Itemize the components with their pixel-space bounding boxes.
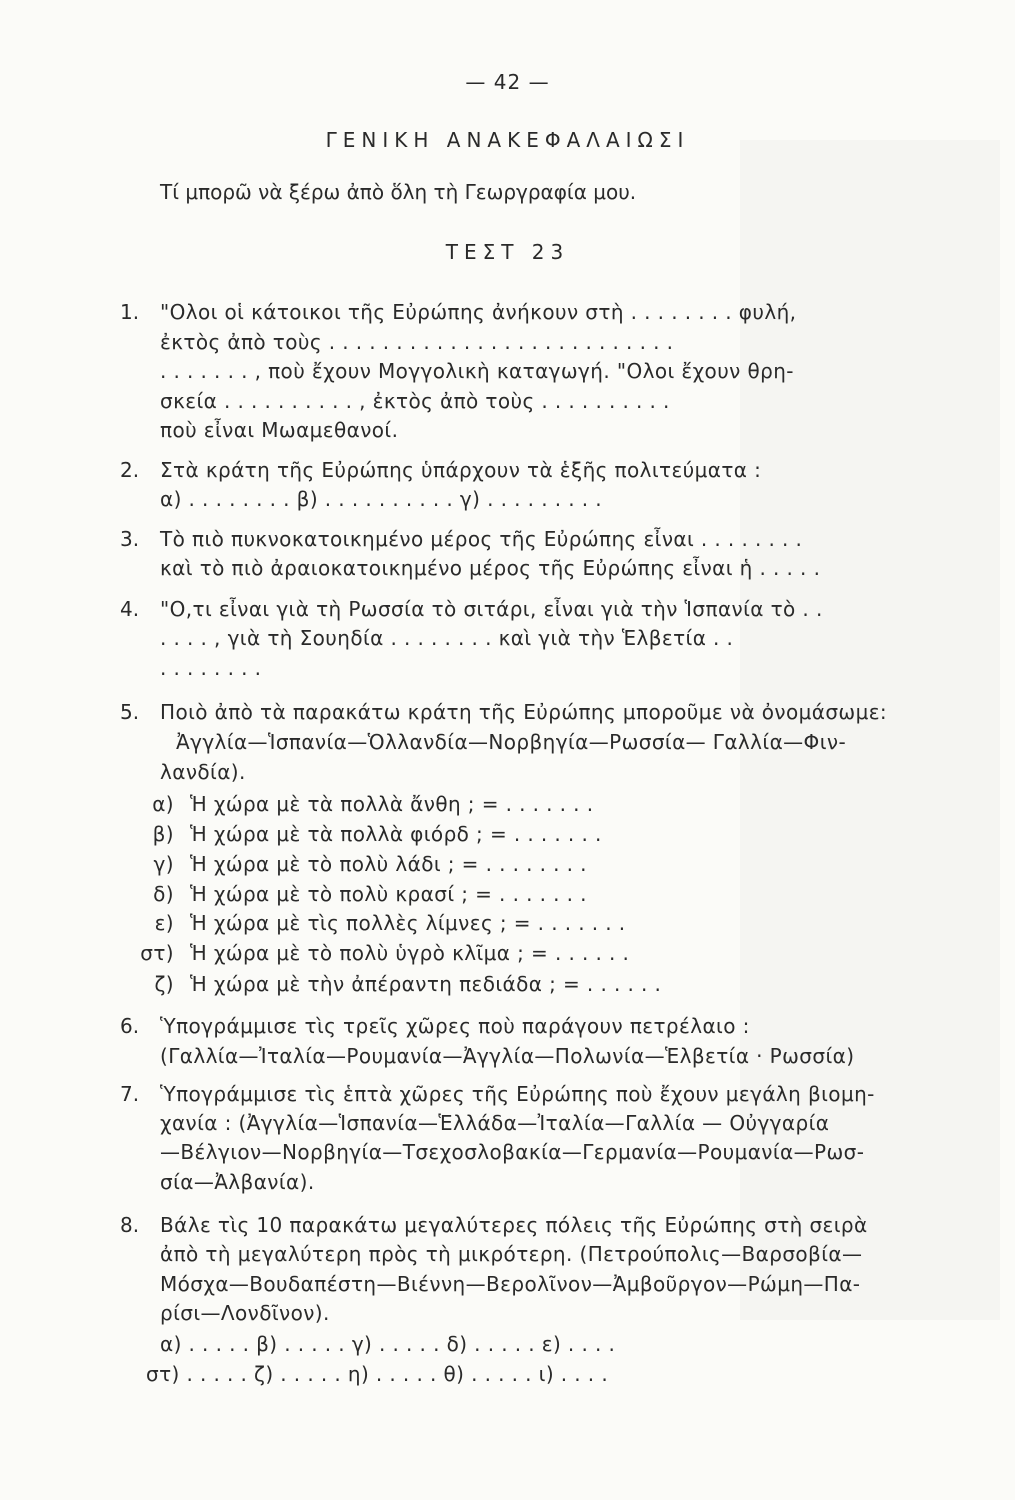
item-label: β) bbox=[152, 822, 174, 846]
question-number: 8. bbox=[120, 1213, 140, 1237]
item-label: α) bbox=[152, 792, 174, 816]
question-line: σκεία . . . . . . . . . . , ἐκτὸς ἀπὸ τοὺς . . . . . . . . . . bbox=[160, 389, 670, 413]
item-text: Ἡ χώρα μὲ τὰ πολλὰ φιόρδ ; = . . . . . . . bbox=[190, 822, 602, 846]
question-line: . . . . . . . . bbox=[160, 656, 262, 680]
subtitle: Τί μπορῶ νὰ ξέρω ἀπὸ ὅλη τὴ Γεωργραφία μου. bbox=[160, 180, 637, 204]
question-line: (Γαλλία—Ἰταλία—Ρουμανία—Ἀγγλία—Πολωνία—Ἑλβετία · Ρωσσία) bbox=[160, 1044, 855, 1068]
section-heading: ΓΕΝΙΚΗ ΑΝΑΚΕΦΑΛΑΙΩΣΙ bbox=[325, 128, 690, 152]
item-label: ζ) bbox=[154, 972, 174, 996]
question-line: ἀπὸ τὴ μεγαλύτερη πρὸς τὴ μικρότερη. (Πετρούπολις—Βαρσοβία— bbox=[160, 1242, 863, 1266]
item-label: γ) bbox=[153, 852, 174, 876]
question-line: "Ο,τι εἶναι γιὰ τὴ Ρωσσία τὸ σιτάρι, εἶναι γιὰ τὴν Ἱσπανία τὸ . . bbox=[160, 597, 823, 621]
answer-row: α) . . . . . β) . . . . . γ) . . . . . δ) . . . . . ε) . . . . bbox=[160, 1332, 616, 1356]
question-line: Ὑπογράμμισε τὶς ἑπτὰ χῶρες τῆς Εὐρώπης ποὺ ἔχουν μεγάλη βιομη- bbox=[160, 1082, 875, 1106]
item-text: Ἡ χώρα μὲ τὴν ἀπέραντη πεδιάδα ; = . . . . . . bbox=[190, 972, 662, 996]
item-label: ε) bbox=[154, 911, 174, 935]
question-line: ποὺ εἶναι Μωαμεθανοί. bbox=[160, 418, 399, 442]
question-line: Στὰ κράτη τῆς Εὐρώπης ὑπάρχουν τὰ ἑξῆς πολιτεύματα : bbox=[160, 458, 762, 482]
item-text: Ἡ χώρα μὲ τὶς πολλὲς λίμνες ; = . . . . . . . bbox=[190, 911, 626, 935]
question-line: Ὑπογράμμισε τὶς τρεῖς χῶρες ποὺ παράγουν πετρέλαιο : bbox=[160, 1014, 750, 1038]
answer-row: στ) . . . . . ζ) . . . . . η) . . . . . θ) . . . . . ι) . . . . bbox=[146, 1362, 609, 1386]
question-line: . . . . . . . , ποὺ ἔχουν Μογγολικὴ καταγωγή. "Ολοι ἔχουν θρη- bbox=[160, 359, 794, 383]
question-number: 4. bbox=[120, 597, 140, 621]
question-number: 6. bbox=[120, 1014, 140, 1038]
question-line: λανδία). bbox=[160, 760, 246, 784]
question-line: Βάλε τὶς 10 παρακάτω μεγαλύτερες πόλεις τῆς Εὐρώπης στὴ σειρὰ bbox=[160, 1213, 868, 1237]
question-line: Ποιὸ ἀπὸ τὰ παρακάτω κράτη τῆς Εὐρώπης μποροῦμε νὰ ὀνομάσωμε: bbox=[160, 700, 888, 724]
item-label: δ) bbox=[153, 882, 174, 906]
question-line: α) . . . . . . . . β) . . . . . . . . . . γ) . . . . . . . . . bbox=[160, 487, 603, 511]
item-text: Ἡ χώρα μὲ τὸ πολὺ λάδι ; = . . . . . . . . bbox=[190, 852, 587, 876]
question-number: 1. bbox=[120, 300, 140, 324]
question-number: 2. bbox=[120, 458, 140, 482]
question-line: σία—Ἀλβανία). bbox=[160, 1170, 315, 1194]
item-label: στ) bbox=[140, 941, 174, 965]
question-line: "Ολοι οἱ κάτοικοι τῆς Εὐρώπης ἀνήκουν στὴ . . . . . . . . φυλή, bbox=[160, 300, 797, 324]
item-text: Ἡ χώρα μὲ τὰ πολλὰ ἄνθη ; = . . . . . . . bbox=[190, 792, 594, 816]
question-line: —Βέλγιον—Νορβηγία—Τσεχοσλοβακία—Γερμανία—Ρουμανία—Ρωσ- bbox=[160, 1140, 865, 1164]
question-line: Τὸ πιὸ πυκνοκατοικημένο μέρος τῆς Εὐρώπης εἶναι . . . . . . . . bbox=[160, 527, 803, 551]
question-line: Μόσχα—Βουδαπέστη—Βιέννη—Βερολῖνον—Ἀμβοῦργον—Ρώμη—Πα- bbox=[160, 1272, 861, 1296]
item-text: Ἡ χώρα μὲ τὸ πολὺ κρασί ; = . . . . . . . bbox=[190, 882, 587, 906]
page-number: — 42 — bbox=[465, 70, 550, 94]
question-line: ἐκτὸς ἀπὸ τοὺς . . . . . . . . . . . . . . . . . . . . . . . . . . bbox=[160, 330, 674, 354]
question-line: . . . . , γιὰ τὴ Σουηδία . . . . . . . . καὶ γιὰ τὴν Ἑλβετία . . bbox=[160, 626, 734, 650]
item-text: Ἡ χώρα μὲ τὸ πολὺ ὑγρὸ κλῖμα ; = . . . . . . bbox=[190, 941, 630, 965]
question-line: καὶ τὸ πιὸ ἀραιοκατοικημένο μέρος τῆς Εὐρώπης εἶναι ἡ . . . . . bbox=[160, 556, 821, 580]
question-number: 5. bbox=[120, 700, 140, 724]
test-title: ΤΕΣΤ 23 bbox=[445, 240, 570, 264]
question-line: ρίσι—Λονδῖνον). bbox=[160, 1301, 330, 1325]
question-line: χανία : (Ἀγγλία—Ἱσπανία—Ἑλλάδα—Ἰταλία—Γαλλία — Οὐγγαρία bbox=[160, 1111, 830, 1135]
question-line: Ἀγγλία—Ἱσπανία—Ὁλλανδία—Νορβηγία—Ρωσσία— Γαλλία—Φιν- bbox=[176, 730, 847, 754]
question-number: 7. bbox=[120, 1082, 140, 1106]
question-number: 3. bbox=[120, 527, 140, 551]
